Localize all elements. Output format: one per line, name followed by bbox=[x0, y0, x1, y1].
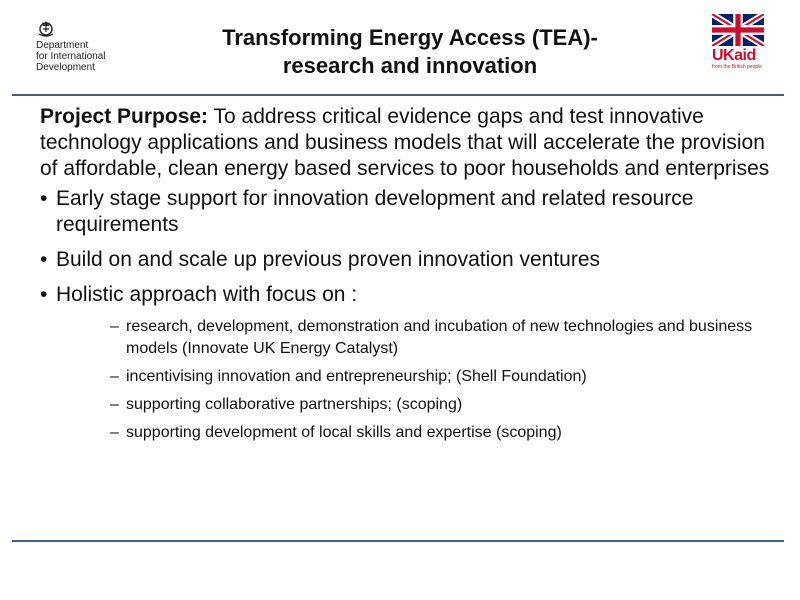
dfid-line-1: Department bbox=[36, 40, 89, 51]
slide-title bbox=[150, 24, 670, 80]
royal-crest-icon bbox=[36, 18, 56, 38]
bullet-item bbox=[40, 186, 780, 238]
header-divider bbox=[12, 94, 784, 96]
bullet-list bbox=[40, 186, 780, 444]
dfid-line-2: for International bbox=[36, 51, 106, 62]
sub-bullet-list bbox=[56, 316, 780, 444]
ukaid-tagline: from the British people bbox=[712, 64, 763, 70]
sub-bullet-text: incentivising innovation and entrepreneurship; (Shell Foundation) bbox=[126, 368, 587, 385]
bullet-item bbox=[40, 247, 780, 273]
sub-bullet-marker: – bbox=[110, 424, 119, 441]
dfid-line-3: Development bbox=[36, 62, 95, 73]
footer-divider bbox=[12, 540, 784, 542]
ukaid-wordmark bbox=[712, 48, 768, 64]
sub-bullet-text: research, development, demonstration and incubation of new technologies and business models (Innovate UK Energy Catalyst) bbox=[126, 318, 753, 357]
sub-bullet-item bbox=[110, 366, 780, 388]
bullet-text: Early stage support for innovation development and related resource requirements bbox=[56, 187, 694, 236]
ukaid-aid: aid bbox=[734, 47, 756, 64]
ukaid-uk: UK bbox=[712, 47, 735, 64]
dfid-name bbox=[36, 40, 136, 73]
dfid-logo bbox=[36, 18, 136, 73]
bullet-text: Build on and scale up previous proven innovation ventures bbox=[56, 248, 601, 271]
sub-bullet-text: supporting development of local skills and expertise (scoping) bbox=[126, 424, 562, 441]
sub-bullet-item bbox=[110, 316, 780, 360]
ukaid-logo bbox=[712, 14, 768, 70]
bullet-text: Holistic approach with focus on : bbox=[56, 283, 358, 306]
sub-bullet-marker: – bbox=[110, 368, 119, 385]
bullet-marker: • bbox=[40, 283, 48, 306]
union-jack-flag-icon bbox=[712, 14, 764, 46]
sub-bullet-item bbox=[110, 394, 780, 416]
project-purpose-label: Project Purpose: bbox=[40, 105, 209, 128]
project-purpose bbox=[40, 104, 780, 182]
bullet-marker: • bbox=[40, 187, 48, 210]
sub-bullet-item bbox=[110, 422, 780, 444]
bullet-marker: • bbox=[40, 248, 48, 271]
sub-bullet-marker: – bbox=[110, 396, 119, 413]
sub-bullet-marker: – bbox=[110, 318, 119, 335]
project-purpose-text: To address critical evidence gaps and test innovative technology applications and business models that will accelerate the provision of affordable, clean energy based services to poor households and enterprises bbox=[40, 105, 770, 180]
sub-bullet-text: supporting collaborative partnerships; (scoping) bbox=[126, 396, 463, 413]
bullet-item bbox=[40, 282, 780, 444]
slide-title-line-1: Transforming Energy Access (TEA)- bbox=[222, 25, 598, 50]
slide-title-line-2: research and innovation bbox=[282, 53, 538, 78]
slide-body bbox=[40, 104, 780, 453]
